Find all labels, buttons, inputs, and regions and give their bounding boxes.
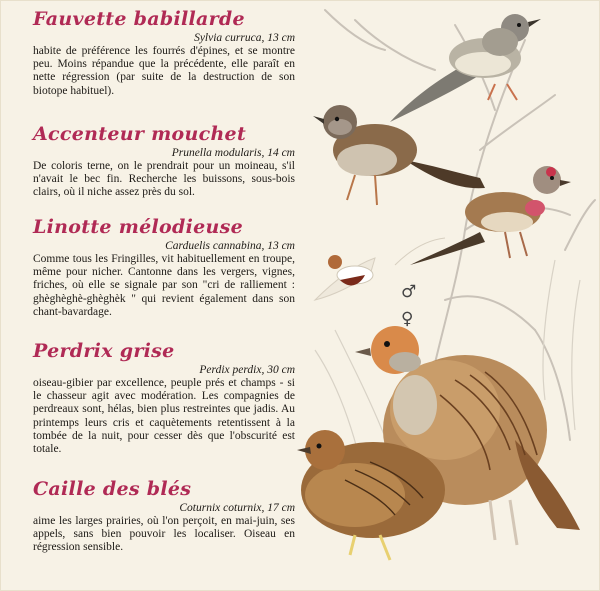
linotte-bird: [410, 166, 571, 265]
entry-title: Caille des blés: [33, 478, 192, 500]
female-symbol: ♀: [401, 309, 414, 329]
entry-description: habite de préférence les fourrés d'épines, et se montre peu. Moins répandue que la précédente, elle paraît en nette régression (par suite de la destruction de son biotope habituel).: [33, 45, 295, 97]
entry-latin-name: Prunella modularis, 14 cm: [171, 147, 295, 159]
flying-bird: [315, 238, 445, 300]
entry-description: aime les larges prairies, où l'on perçoit, en mai-juin, ses appels, sans bien pouvoir les localiser. Oiseau en régression sensible.: [33, 515, 295, 554]
accenteur-bird: [313, 105, 485, 205]
entry-latin-name: Carduelis cannabina, 13 cm: [165, 240, 295, 252]
entry-title: Linotte mélodieuse: [33, 216, 243, 238]
entry-perdrix: [33, 340, 295, 456]
entry-latin-name: Sylvia curruca, 13 cm: [194, 32, 295, 44]
entry-description: De coloris terne, on le prendrait pour un moineau, s'il n'avait le bec fin. Recherche les buissons, sous-bois clairs, où il niche assez près du sol.: [33, 160, 295, 199]
male-symbol: ♂: [401, 282, 417, 302]
entry-caille: [33, 478, 295, 555]
entry-title: Perdrix grise: [33, 340, 175, 362]
entry-description: Comme tous les Fringilles, vit habituellement en troupe, même pour nicher. Cantonne dans les vergers, vignes, friches, où elle se signale par son "cri de ralliement : ghèghèghè-ghèghèk " qui revient également dans son chant-bavardage.: [33, 253, 295, 318]
entry-latin-name: Perdix perdix, 30 cm: [199, 364, 295, 376]
entry-description: oiseau-gibier par excellence, peuple prés et champs - si le chasseur agit avec modération. Les compagnies de perdreaux sont, hélas, bien plus restreintes que jadis. Au printemps leurs cris et caquètements retentissent à la tombée de la nuit, pour cesser dès que l'obscurité est totale.: [33, 377, 295, 456]
entry-title: Accenteur mouchet: [33, 123, 247, 145]
entry-title: Fauvette babillarde: [33, 8, 245, 30]
entry-fauvette: [33, 8, 295, 98]
entry-latin-name: Coturnix coturnix, 17 cm: [179, 502, 295, 514]
entry-accenteur: [33, 123, 295, 200]
bird-illustration: [295, 0, 600, 591]
fauvette-bird: [390, 14, 541, 122]
entry-linotte: [33, 216, 295, 319]
